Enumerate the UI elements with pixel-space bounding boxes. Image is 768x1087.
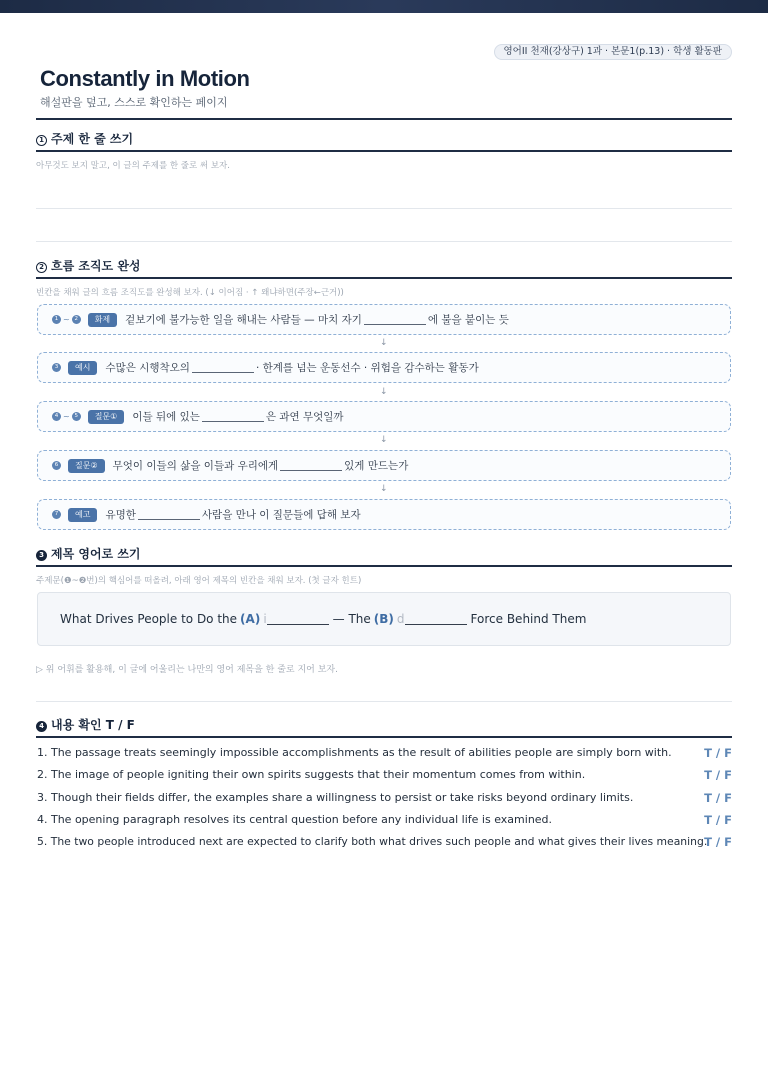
tf-statement: 1. The passage treats seemingly impossible accomplishments as the result of abilities people are simply born with.	[37, 746, 672, 759]
tf-statement: 5. The two people introduced next are expected to clarify both what drives such people and what gives their lives meaning.	[37, 835, 708, 848]
flow-text-before: 유명한	[105, 509, 136, 521]
section-2-hint: 빈칸을 채워 글의 흐름 조직도를 완성해 보자. (↓ 이어짐 · ↑ 왜냐하면(주장←근거))	[36, 288, 344, 298]
flow-row	[37, 401, 731, 432]
tf-choice[interactable]: T / F	[704, 813, 732, 827]
range-sep: ~	[63, 315, 70, 324]
title-blank-a[interactable]	[267, 613, 329, 625]
fill-blank[interactable]	[202, 411, 264, 422]
section-2-heading	[36, 257, 732, 279]
tf-statement: 4. The opening paragraph resolves its central question before any individual life is examined.	[37, 813, 553, 826]
own-title-note: ▷ 위 어휘를 활용해, 이 글에 어울리는 나만의 영어 제목을 한 줄로 지어 보자.	[36, 665, 338, 675]
first-letter-hint-a: i	[263, 612, 267, 626]
tf-choice[interactable]: T / F	[704, 746, 732, 760]
section-1-hint: 아무것도 보지 말고, 이 글의 주제를 한 줄로 써 보자.	[36, 161, 230, 171]
fill-blank[interactable]	[364, 314, 426, 325]
paragraph-numbers	[52, 510, 61, 519]
range-sep: ~	[63, 412, 70, 421]
writing-line[interactable]	[36, 241, 732, 242]
section-3-hint: 주제문(❶~❷번)의 핵심어를 떠올려, 아래 영어 제목의 빈칸을 채워 보자. (첫 글자 힌트)	[36, 576, 362, 586]
flow-text-after: 에 불을 붙이는 듯	[427, 314, 509, 326]
down-arrow-icon: ↓	[380, 338, 388, 348]
paragraph-numbers	[52, 461, 61, 470]
writing-line[interactable]	[36, 208, 732, 209]
section-1-heading	[36, 130, 732, 152]
number-dot: 3	[52, 363, 61, 372]
flow-row	[37, 304, 731, 335]
blank-label-a: (A)	[240, 612, 261, 626]
number-dot: 2	[72, 315, 81, 324]
section-title: 흐름 조직도 완성	[51, 259, 141, 273]
flow-text-before: 겉보기에 불가능한 일을 해내는 사람들 — 마치 자기	[125, 314, 362, 326]
number-dot: 5	[72, 412, 81, 421]
paragraph-numbers	[52, 315, 81, 324]
paragraph-numbers	[52, 363, 61, 372]
flow-text-after: 있게 만드는가	[344, 460, 409, 472]
title-rule	[36, 118, 732, 120]
section-3-heading	[36, 545, 732, 567]
down-arrow-icon: ↓	[380, 484, 388, 494]
flow-row	[37, 352, 731, 383]
flow-badge: 예시	[68, 361, 97, 375]
flow-badge: 예고	[68, 508, 97, 522]
flow-row	[37, 499, 731, 530]
flow-text-before: 이들 뒤에 있는	[132, 411, 200, 423]
top-banner	[0, 0, 768, 13]
tf-choice[interactable]: T / F	[704, 791, 732, 805]
fill-blank[interactable]	[280, 460, 342, 471]
title-part-1: What Drives People to Do the	[60, 612, 238, 626]
flow-text-before: 수많은 시행착오의	[105, 362, 190, 374]
title-part-2: — The	[332, 612, 371, 626]
section-title: 주제 한 줄 쓰기	[51, 132, 134, 146]
section-title: 내용 확인 T / F	[51, 718, 135, 732]
tf-statement: 3. Though their fields differ, the examples share a willingness to persist or take risks beyond ordinary limits.	[37, 791, 634, 804]
tf-item	[37, 746, 732, 759]
flow-badge: 질문②	[68, 459, 105, 473]
title-fill-box	[37, 592, 731, 646]
flow-text-after: 은 과연 무엇일까	[265, 411, 344, 423]
tf-statement: 2. The image of people igniting their own spirits suggests that their momentum comes from within.	[37, 768, 586, 781]
title-part-3: Force Behind Them	[470, 612, 587, 626]
flow-badge: 화제	[88, 313, 117, 327]
tf-item	[37, 768, 732, 781]
down-arrow-icon: ↓	[380, 435, 388, 445]
course-tag: 영어II 천재(강상구) 1과 · 본문1(p.13) · 학생 활동판	[494, 44, 733, 60]
fill-blank[interactable]	[138, 509, 200, 520]
down-arrow-icon: ↓	[380, 387, 388, 397]
section-number: 1	[36, 135, 47, 146]
number-dot: 7	[52, 510, 61, 519]
section-number: 3	[36, 550, 47, 561]
page-subtitle: 해설판을 덮고, 스스로 확인하는 페이지	[40, 96, 228, 109]
number-dot: 4	[52, 412, 61, 421]
tf-item	[37, 791, 732, 804]
first-letter-hint-b: d	[396, 612, 405, 626]
tf-item	[37, 835, 732, 848]
paragraph-numbers	[52, 412, 81, 421]
flow-text-after: 사람을 만나 이 질문들에 답해 보자	[201, 509, 361, 521]
flow-badge: 질문①	[88, 410, 125, 424]
number-dot: 6	[52, 461, 61, 470]
writing-line[interactable]	[36, 701, 732, 702]
tf-choice[interactable]: T / F	[704, 768, 732, 782]
title-blank-b[interactable]	[405, 613, 467, 625]
flow-text-before: 무엇이 이들의 삶을 이들과 우리에게	[112, 460, 279, 472]
section-number: 4	[36, 721, 47, 732]
section-4-heading	[36, 716, 732, 738]
tf-choice[interactable]: T / F	[704, 835, 732, 849]
blank-label-b: (B)	[373, 612, 394, 626]
fill-blank[interactable]	[192, 362, 254, 373]
section-number: 2	[36, 262, 47, 273]
flow-row	[37, 450, 731, 481]
page-title: Constantly in Motion	[40, 66, 250, 91]
number-dot: 1	[52, 315, 61, 324]
flow-text-after: · 한계를 넘는 운동선수 · 위험을 감수하는 활동가	[255, 362, 479, 374]
section-title: 제목 영어로 쓰기	[51, 547, 141, 561]
tf-item	[37, 813, 732, 826]
